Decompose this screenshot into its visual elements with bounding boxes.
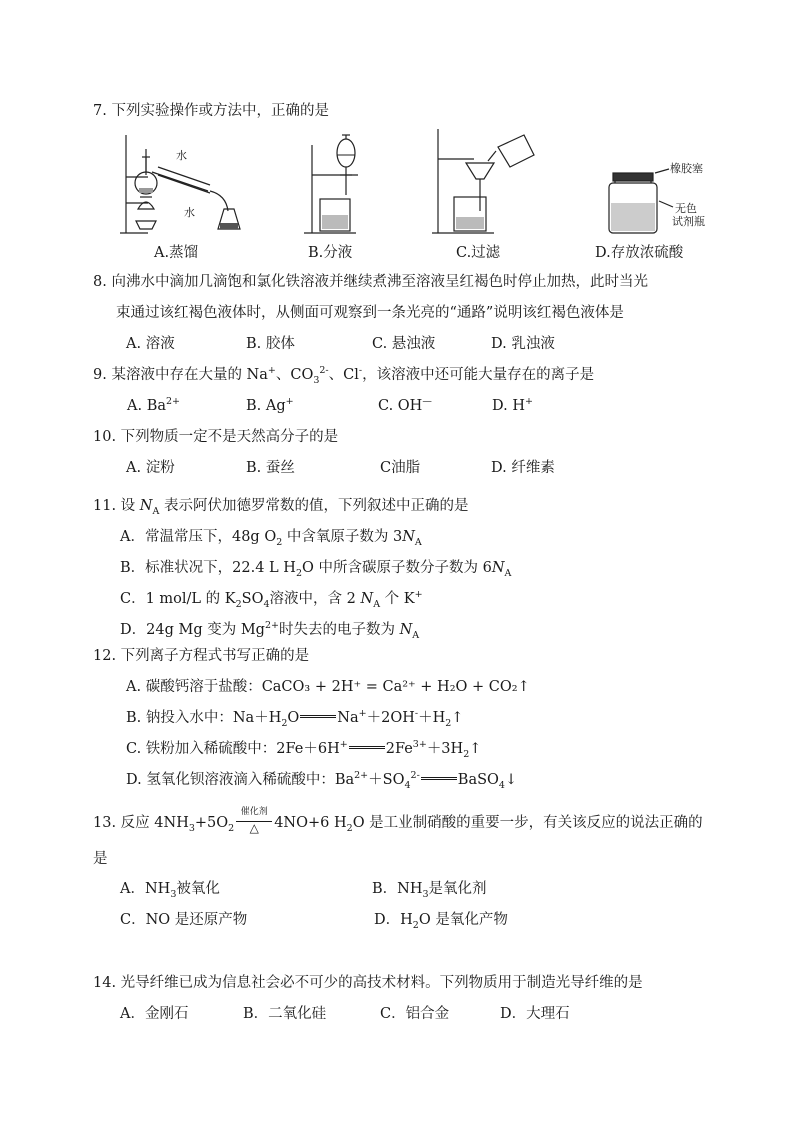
q8-stem-line-1: 8. 向沸水中滴加几滴饱和氯化铁溶液并继续煮沸至溶液呈红褐色时停止加热，此时当光	[93, 274, 648, 290]
q9-option-b: B. Ag+	[246, 396, 294, 414]
figure-filtration	[430, 125, 540, 267]
q11-option-a: A．常温常压下，48g $O_2$ 中含氧原子数为 $3N_A$	[120, 529, 422, 548]
q13-option-d: D．$H_2O$ 是氧化产物	[374, 912, 508, 931]
q8-option-d: D. 乳浊液	[491, 336, 555, 352]
q13-option-a: A．$NH_3$被氧化	[120, 881, 220, 900]
q12-option-a: A. 碳酸钙溶于盐酸：CaCO₃ + 2H⁺ = Ca²⁺ + H₂O + CO₂↑	[126, 679, 530, 695]
q11-option-c: C．1 mol/L 的 $K_2SO_4$溶液中，含 2 $N_A$ 个 K+	[120, 589, 423, 610]
q11-option-d: D．24g Mg 变为 $Mg^{2+}$时失去的电子数为 $N_A$	[120, 620, 420, 641]
equals-double-bar	[300, 715, 336, 718]
figure-d-caption: D.存放浓硫酸	[595, 245, 684, 261]
q10-option-b: B. 蚕丝	[246, 460, 295, 476]
q14-stem: 14. 光导纤维已成为信息社会必不可少的高技术材料。下列物质用于制造光导纤维的是	[93, 975, 643, 991]
figure-distillation	[118, 125, 248, 267]
figure-b-caption: B.分液	[308, 245, 353, 261]
figure-a-caption: A.蒸馏	[154, 245, 199, 261]
q10-option-a: A. 淀粉	[126, 460, 175, 476]
reaction-condition-arrow: 催化剂 △	[234, 813, 274, 833]
q9-option-c: C. OH—	[378, 396, 432, 414]
q13-stem-line-1: 13. 反应 $4NH_3+5O_2$ 催化剂 △ 4NO+6 $H_2O$ 是工业制硝酸的重要一步，有关该反应的说法正确的	[93, 807, 703, 835]
figure-c-caption: C.过滤	[456, 245, 501, 261]
q14-option-d: D．大理石	[500, 1006, 570, 1022]
q7-stem: 7. 下列实验操作或方法中，正确的是	[93, 103, 329, 119]
q12-option-d: D. 氢氧化钡溶液滴入稀硫酸中：$Ba^{2+}+SO_4^{2-}$ BaSO$_4$↓	[126, 770, 518, 791]
q8-option-b: B. 胶体	[246, 336, 295, 352]
q9-option-a: A. $Ba^{2+}$	[127, 396, 181, 414]
q10-stem: 10. 下列物质一定不是天然高分子的是	[93, 429, 339, 445]
figure-separation	[300, 125, 380, 267]
stopper-label: 橡胶塞	[670, 162, 703, 175]
q14-option-a: A．金刚石	[120, 1006, 189, 1022]
q12-option-c: C. 铁粉加入稀硫酸中：2Fe＋6H+ $2Fe^{3+}+3H_2↑$	[126, 739, 482, 760]
q8-stem-line-2: 束通过该红褐色液体时，从侧面可观察到一条光亮的“通路”说明该红褐色液体是	[116, 305, 624, 321]
q9-option-d: D. H+	[492, 396, 533, 414]
filtration-apparatus-drawing	[430, 125, 540, 243]
q8-option-c: C. 悬浊液	[372, 336, 436, 352]
bottle-label-colorless: 无色	[675, 202, 697, 215]
bottle-label-reagent: 试剂瓶	[672, 215, 705, 228]
q10-option-c: C油脂	[380, 460, 421, 476]
figure-reagent-bottle	[593, 125, 703, 267]
q8-option-a: A. 溶液	[126, 336, 175, 352]
equals-double-bar	[421, 777, 457, 780]
q11-stem: 11. 设 $N_A$ 表示阿伏加德罗常数的值，下列叙述中正确的是	[93, 498, 469, 517]
q14-option-b: B．二氧化硅	[243, 1006, 327, 1022]
q12-option-b: B. 钠投入水中：$Na+H_2O$ $Na^++2OH^-+H_2↑$	[126, 708, 464, 729]
q12-stem: 12. 下列离子方程式书写正确的是	[93, 648, 310, 664]
q13-option-c: C．NO 是还原产物	[120, 912, 248, 928]
q13-stem-line-2: 是	[93, 851, 108, 867]
water-in-label: 水	[176, 149, 187, 162]
equals-double-bar	[349, 746, 385, 749]
q9-stem: 9. 某溶液中存在大量的 Na+、$CO_3^{2-}$、Cl-，该溶液中还可能大量存在的离子是	[93, 365, 595, 386]
q10-option-d: D. 纤维素	[491, 460, 555, 476]
separatory-funnel-drawing	[300, 125, 380, 243]
q14-option-c: C．铝合金	[380, 1006, 450, 1022]
q11-option-b: B．标准状况下，22.4 L $H_2O$ 中所含碳原子数分子数为 $6N_A$	[120, 560, 512, 579]
distillation-apparatus-drawing	[118, 125, 248, 243]
water-out-label: 水	[184, 206, 195, 219]
q13-option-b: B．$NH_3$是氧化剂	[372, 881, 487, 900]
